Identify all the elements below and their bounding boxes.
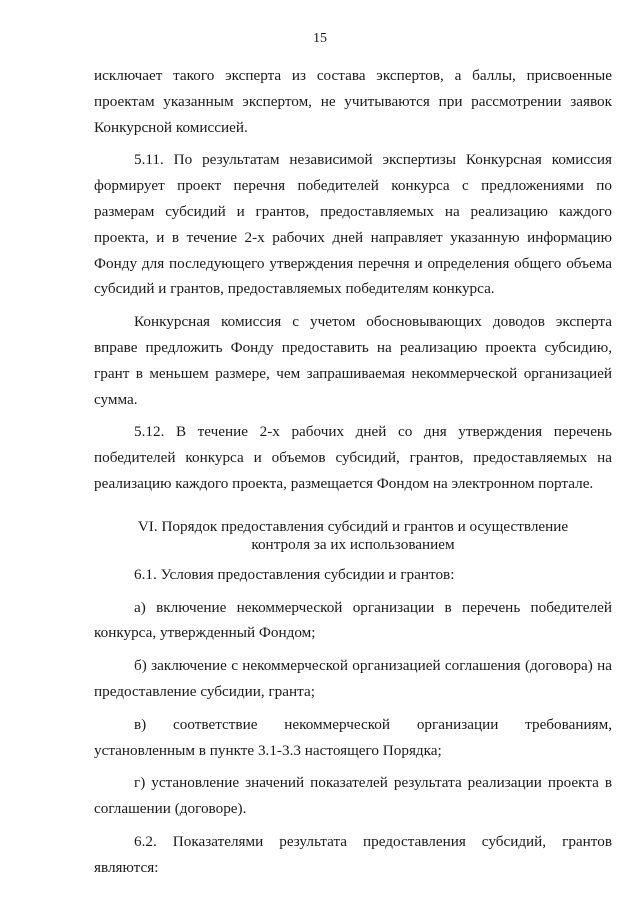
paragraph-6-1: 6.1. Условия предоставления субсидии и грантов: [134, 565, 455, 583]
condition-b: б) заключение с некоммерческой организацией соглашения (договора) на предоставление субсидии, гранта; [94, 657, 612, 700]
paragraph-5-12: 5.12. В течение 2-х рабочих дней со дня утверждения перечень победителей конкурса и объемов субсидий, грантов, предоставляемых на реализацию каждого проекта, размещается Фондом на электронном портале. [94, 423, 612, 492]
page-number: 15 [313, 31, 327, 46]
paragraph-expert-exclusion: исключает такого эксперта из состава экспертов, а баллы, присвоенные проектам указанным экспертом, не учитываются при рассмотрении заявок Конкурсной комиссией. [94, 67, 612, 136]
paragraph-6-2: 6.2. Показателями результата предоставления субсидий, грантов являются: [94, 832, 612, 876]
section-heading-line-2: контроля за их использованием [251, 535, 455, 553]
section-heading-vi [94, 518, 612, 553]
paragraph-commission-right: Конкурсная комиссия с учетом обосновывающих доводов эксперта вправе предложить Фонду предоставить на реализацию проекта субсидию, грант в меньшем размере, чем запрашиваемая некоммерческой организацией сумма. [94, 313, 612, 408]
condition-c: в) соответствие некоммерческой организации требованиям, установленным в пункте 3.1-3.3 настоящего Порядка; [94, 715, 612, 759]
condition-d: г) установление значений показателей результата реализации проекта в соглашении (договоре). [94, 774, 612, 818]
section-heading-line-1: VI. Порядок предоставления субсидий и грантов и осуществление [137, 517, 569, 535]
condition-a: а) включение некоммерческой организации в перечень победителей конкурса, утвержденный Фондом; [94, 598, 612, 642]
document-body [94, 63, 612, 881]
paragraph-5-11: 5.11. По результатам независимой экспертизы Конкурсная комиссия формирует проект перечня победителей конкурса с предложениями по размерам субсидий и грантов, предоставляемых на реализацию каждого проекта, и в течение 2-х рабочих дней направляет указанную информацию Фонду для последующего утверждения перечня и определения общего объема субсидий и грантов, предоставляемых победителям конкурса. [94, 151, 612, 298]
